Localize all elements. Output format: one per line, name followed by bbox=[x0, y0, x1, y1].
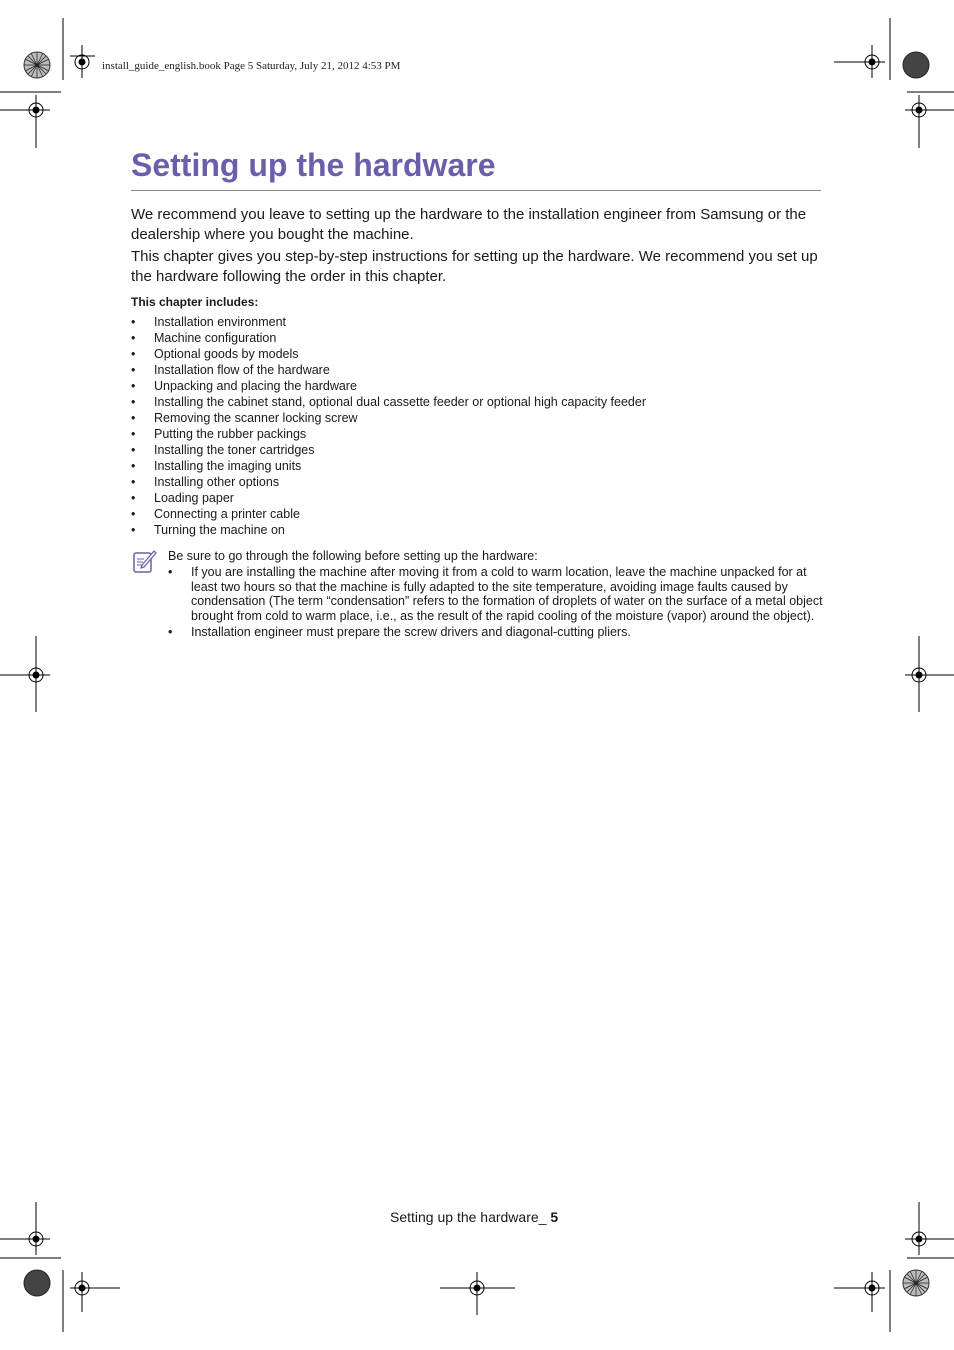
book-slug: install_guide_english.book Page 5 Saturday, July 21, 2012 4:53 PM bbox=[102, 60, 401, 72]
list-item: • Installation environment bbox=[131, 315, 287, 329]
list-item: • Installation engineer must prepare the screw drivers and diagonal-cutting pliers. bbox=[168, 625, 631, 639]
chapter-paragraph: This chapter gives you step-by-step instructions for setting up the hardware. We recommend you set up the hardware following the order in this chapter. bbox=[131, 248, 818, 285]
chapter-includes-label: This chapter includes: bbox=[131, 295, 259, 309]
list-item: • Turning the machine on bbox=[131, 523, 285, 537]
list-item: • Installing the imaging units bbox=[131, 459, 302, 473]
list-item: • Loading paper bbox=[131, 491, 234, 505]
list-item: • Machine configuration bbox=[131, 331, 277, 345]
list-item: • If you are installing the machine after moving it from a cold to warm location, leave the machine unpacked for at least two hours so that the machine is fully adapted to the site temperature, avoiding image faults caused by condensation (The term “condensation” refers to the formation of droplets of water on the surface of a metal object brought from cold to warm place, i.e., as the result of the rapid cooling of the moisture (vapor) around the object). bbox=[168, 565, 823, 623]
page-title: Setting up the hardware bbox=[131, 147, 496, 183]
list-item: • Installing the cabinet stand, optional dual cassette feeder or optional high capacity feeder bbox=[131, 395, 646, 409]
list-item: • Installing other options bbox=[131, 475, 280, 489]
list-item: • Putting the rubber packings bbox=[131, 427, 307, 441]
list-item: • Installing the toner cartridges bbox=[131, 443, 315, 457]
note-intro: Be sure to go through the following before setting up the hardware: bbox=[168, 549, 538, 563]
page-number: 5 bbox=[550, 1209, 559, 1225]
list-item: • Unpacking and placing the hardware bbox=[131, 379, 357, 393]
footer-label: Setting up the hardware_ bbox=[390, 1209, 551, 1225]
list-item: • Connecting a printer cable bbox=[131, 507, 300, 521]
list-item: • Optional goods by models bbox=[131, 347, 299, 361]
intro-paragraph: We recommend you leave to setting up the hardware to the installation engineer from Samsung or the dealership where you bought the machine. bbox=[131, 206, 807, 243]
list-item: • Removing the scanner locking screw bbox=[131, 411, 358, 425]
list-item: • Installation flow of the hardware bbox=[131, 363, 330, 377]
